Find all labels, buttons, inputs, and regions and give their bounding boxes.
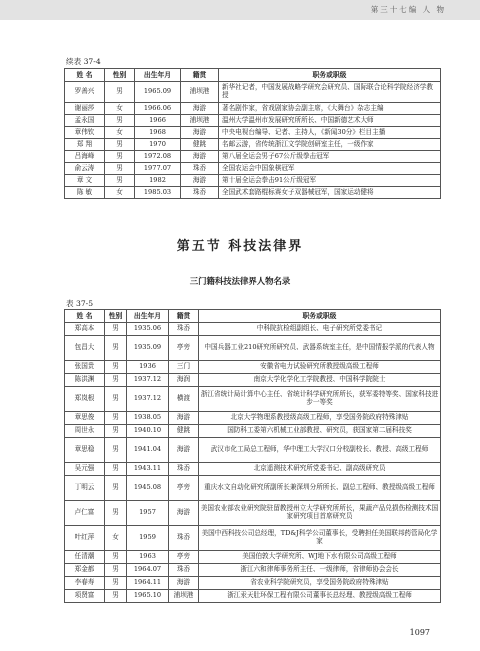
position-cell: 第八届全运会男子67公斤级拳击冠军 [219, 151, 441, 163]
birth-cell: 1972.08 [135, 151, 181, 163]
table-row [65, 564, 441, 577]
position-cell: 中国兵器工业210研究所研究员、武器系统室主任，是中国情报学派的代表人物 [199, 336, 441, 361]
position-cell: 美国中西科技公司总经理，TD&J科学公司董事长，受聘担任美国联邦药管局化学家 [199, 526, 441, 551]
table1-caption: 续表 37-4 [66, 57, 101, 66]
name-cell: 任清潮 [65, 551, 105, 564]
gender-cell: 男 [105, 590, 127, 603]
table-row [65, 412, 441, 425]
birth-cell: 1935.06 [127, 323, 169, 336]
name-cell: 章 文 [65, 175, 105, 187]
table-row [65, 336, 441, 361]
gender-cell: 女 [105, 526, 127, 551]
position-cell: 重庆水文自动化研究所副所长兼深圳分所所长、副总工程师、教授级高级工程师 [199, 476, 441, 501]
name-cell: 谢丽莎 [65, 103, 105, 115]
position-cell: 南京大学化学化工学院教授、中国科学院院士 [199, 374, 441, 387]
position-cell: 北京遥测技术研究所党委书记、副高级研究员 [199, 463, 441, 476]
table-row [65, 463, 441, 476]
gender-cell: 男 [105, 501, 127, 526]
table1-header-cell: 职务或职级 [219, 69, 441, 82]
position-cell: 浙江六和律师事务所主任、一级律师，省律师协会会长 [199, 564, 441, 577]
birth-cell: 1937.12 [127, 374, 169, 387]
table-row [65, 323, 441, 336]
birth-cell: 1970 [135, 139, 181, 151]
name-cell: 张国贵 [65, 361, 105, 374]
table-row [65, 163, 441, 175]
position-cell: 中央电视台编导、记者、主持人，《新闻30分》栏目主播 [219, 127, 441, 139]
hometown-cell: 亭旁 [169, 336, 199, 361]
gender-cell: 女 [105, 187, 135, 199]
gender-cell: 男 [105, 115, 135, 127]
table-row [65, 526, 441, 551]
position-cell: 浙江汞天肚环保工程有限公司董事长总经理、教授级高级工程师 [199, 590, 441, 603]
hometown-cell: 海游 [181, 127, 219, 139]
position-cell: 浙江省统计局计算中心主任、省统计科学研究所所长，获军委特等奖、国家科技进步一等奖 [199, 387, 441, 412]
hometown-cell: 海游 [169, 577, 199, 590]
table1-header-cell: 出生年月 [135, 69, 181, 82]
birth-cell: 1977.07 [135, 163, 181, 175]
position-cell: 中科院抗检组副组长、电子研究所党委书记 [199, 323, 441, 336]
hometown-cell: 三门 [169, 361, 199, 374]
birth-cell: 1968 [135, 127, 181, 139]
name-cell: 陈 敏 [65, 187, 105, 199]
table2-caption: 表 37-5 [66, 299, 94, 308]
gender-cell: 男 [105, 412, 127, 425]
gender-cell: 男 [105, 476, 127, 501]
name-cell: 陈洪渊 [65, 374, 105, 387]
gender-cell: 男 [105, 564, 127, 577]
birth-cell: 1982 [135, 175, 181, 187]
birth-cell: 1935.09 [127, 336, 169, 361]
gender-cell: 男 [105, 361, 127, 374]
table-row [65, 175, 441, 187]
name-cell: 郑岚根 [65, 387, 105, 412]
hometown-cell: 海游 [181, 103, 219, 115]
table1-header-cell: 性别 [105, 69, 135, 82]
table2 [64, 309, 441, 603]
name-cell: 李春寿 [65, 577, 105, 590]
birth-cell: 1966 [135, 115, 181, 127]
gender-cell: 男 [105, 151, 135, 163]
table-row [65, 151, 441, 163]
gender-cell: 男 [105, 336, 127, 361]
hometown-cell: 海游 [169, 438, 199, 463]
hometown-cell: 亭旁 [169, 476, 199, 501]
table-row [65, 187, 441, 199]
table2-header-row [65, 310, 441, 323]
name-cell: 卢仁富 [65, 501, 105, 526]
table-row [65, 139, 441, 151]
table-row [65, 425, 441, 438]
hometown-cell: 珠岙 [169, 564, 199, 577]
position-cell: 北京大学物理系教授级高级工程师，享受国务院政府特殊津贴 [199, 412, 441, 425]
birth-cell: 1966.06 [135, 103, 181, 115]
position-cell: 安徽省电力试验研究所教授级高级工程师 [199, 361, 441, 374]
position-cell: 著名剧作家，省戏剧家协会副主席，《大舞台》杂志主编 [219, 103, 441, 115]
hometown-cell: 海润 [169, 374, 199, 387]
gender-cell: 男 [105, 387, 127, 412]
birth-cell: 1940.10 [127, 425, 169, 438]
position-cell: 国防科工委第六机械工业部教授、研究员，获国家第二届科技奖 [199, 425, 441, 438]
table2-header-cell: 姓 名 [65, 310, 105, 323]
gender-cell: 男 [105, 577, 127, 590]
hometown-cell: 海游 [181, 151, 219, 163]
gender-cell: 女 [105, 127, 135, 139]
table-row [65, 476, 441, 501]
gender-cell: 女 [105, 103, 135, 115]
table-row [65, 551, 441, 564]
table2-header-cell: 性别 [105, 310, 127, 323]
hometown-cell: 珠岙 [169, 323, 199, 336]
birth-cell: 1957 [127, 501, 169, 526]
table1 [64, 68, 441, 199]
position-cell: 温州大学温州市发展研究所所长、中国新德艺术大师 [219, 115, 441, 127]
table-row [65, 115, 441, 127]
position-cell: 美国农业部农业研究院驻留教授州立大学研究所所长，果蔬产品兑损伤检测技术国家研究项目首席研究员 [199, 501, 441, 526]
table2-header-cell: 出生年月 [127, 310, 169, 323]
hometown-cell: 海游 [169, 412, 199, 425]
birth-cell: 1965.10 [127, 590, 169, 603]
table2-header-cell: 职务或职级 [199, 310, 441, 323]
gender-cell: 男 [105, 463, 127, 476]
table-row [65, 438, 441, 463]
hometown-cell: 健跳 [181, 139, 219, 151]
hometown-cell: 横渡 [169, 387, 199, 412]
gender-cell: 男 [105, 139, 135, 151]
table-row [65, 501, 441, 526]
name-cell: 俞云涛 [65, 163, 105, 175]
gender-cell: 男 [105, 425, 127, 438]
birth-cell: 1936 [127, 361, 169, 374]
position-cell: 名邮云游，省传统浙江文学院创研室主任，一级作家 [219, 139, 441, 151]
table2-header-cell: 籍贯 [169, 310, 199, 323]
position-cell: 全国武术套路棍标赛女子双器械冠军，国家运动健将 [219, 187, 441, 199]
gender-cell: 男 [105, 374, 127, 387]
birth-cell: 1965.09 [135, 82, 181, 103]
hometown-cell: 健跳 [169, 425, 199, 438]
name-cell: 章伟钦 [65, 127, 105, 139]
table1-header-cell: 姓 名 [65, 69, 105, 82]
section-subtitle: 三门籍科技法律界人物名录 [189, 276, 291, 286]
hometown-cell: 珠岙 [181, 187, 219, 199]
table-row [65, 127, 441, 139]
birth-cell: 1943.11 [127, 463, 169, 476]
gender-cell: 男 [105, 175, 135, 187]
name-cell: 郑 翔 [65, 139, 105, 151]
birth-cell: 1985.03 [135, 187, 181, 199]
gender-cell: 男 [105, 551, 127, 564]
name-cell: 郑高本 [65, 323, 105, 336]
name-cell: 叶红萍 [65, 526, 105, 551]
name-cell: 章思稳 [65, 438, 105, 463]
hometown-cell: 海游 [181, 175, 219, 187]
position-cell: 第十届全运会拳击91公斤级冠军 [219, 175, 441, 187]
name-cell: 吴元强 [65, 463, 105, 476]
gender-cell: 男 [105, 82, 135, 103]
position-cell: 武汉市化工局总工程师，华中理工大学汉口分校副校长、教授、高级工程师 [199, 438, 441, 463]
table-row [65, 387, 441, 412]
hometown-cell: 浦坝港 [181, 115, 219, 127]
birth-cell: 1945.08 [127, 476, 169, 501]
table1-header-cell: 籍贯 [181, 69, 219, 82]
running-header-chapter: 第三十七编 人 物 [370, 5, 446, 14]
birth-cell: 1959 [127, 526, 169, 551]
position-cell: 省农业科学院研究员，享受国务院政府特殊津贴 [199, 577, 441, 590]
page-number: 1097 [409, 628, 430, 637]
name-cell: 项贤富 [65, 590, 105, 603]
hometown-cell: 海游 [169, 501, 199, 526]
hometown-cell: 浦坝港 [169, 590, 199, 603]
birth-cell: 1937.12 [127, 387, 169, 412]
table-row [65, 103, 441, 115]
hometown-cell: 珠岙 [169, 526, 199, 551]
table-row [65, 590, 441, 603]
running-header [0, 0, 480, 20]
birth-cell: 1964.11 [127, 577, 169, 590]
table1-header-row [65, 69, 441, 82]
hometown-cell: 浦坝港 [181, 82, 219, 103]
hometown-cell: 珠岙 [169, 463, 199, 476]
name-cell: 孟永国 [65, 115, 105, 127]
table-row [65, 82, 441, 103]
hometown-cell: 亭旁 [169, 551, 199, 564]
position-cell: 全国农运会中国象棋冠军 [219, 163, 441, 175]
name-cell: 郑金都 [65, 564, 105, 577]
gender-cell: 男 [105, 323, 127, 336]
name-cell: 罗善兴 [65, 82, 105, 103]
hometown-cell: 珠岙 [181, 163, 219, 175]
gender-cell: 男 [105, 163, 135, 175]
table-row [65, 374, 441, 387]
birth-cell: 1964.07 [127, 564, 169, 577]
name-cell: 吕海峰 [65, 151, 105, 163]
name-cell: 丁明云 [65, 476, 105, 501]
table-row [65, 577, 441, 590]
name-cell: 包昌大 [65, 336, 105, 361]
birth-cell: 1938.05 [127, 412, 169, 425]
name-cell: 周世永 [65, 425, 105, 438]
position-cell: 新华社记者，中国发展战略学研究会研究员、国际联合论科学院经济学教授 [219, 82, 441, 103]
section-title: 第五节 科技法律界 [176, 239, 304, 254]
position-cell: 美国伯敦大学研究所、WJ地下水有限公司高级工程师 [199, 551, 441, 564]
birth-cell: 1941.04 [127, 438, 169, 463]
gender-cell: 男 [105, 438, 127, 463]
table-row [65, 361, 441, 374]
birth-cell: 1963 [127, 551, 169, 564]
name-cell: 章思俊 [65, 412, 105, 425]
